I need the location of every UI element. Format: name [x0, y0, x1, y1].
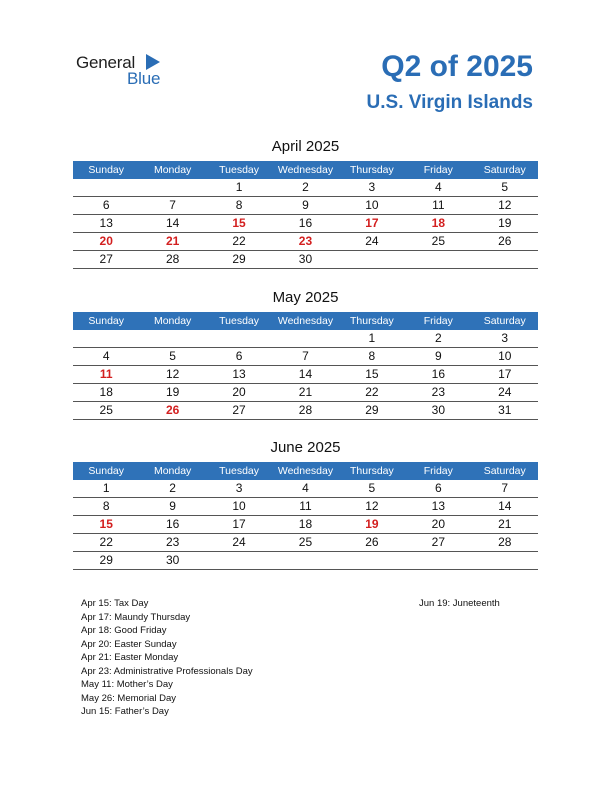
holiday-notes-right [419, 597, 500, 611]
day-cell: 9 [434, 349, 442, 363]
day-cell: 20 [99, 234, 113, 248]
day-cell: 22 [232, 234, 246, 248]
day-cell: 17 [365, 216, 379, 230]
day-cell: 21 [498, 517, 512, 531]
day-cell: 27 [99, 252, 113, 266]
day-cell: 30 [431, 403, 445, 417]
day-cell: 21 [298, 385, 313, 399]
week-row [73, 534, 538, 552]
day-cell: 8 [368, 349, 376, 363]
holiday-note: Apr 17: Maundy Thursday [81, 611, 191, 623]
day-cell: 15 [99, 517, 113, 531]
weekday-label: Friday [423, 465, 453, 477]
holiday-note: Apr 18: Good Friday [81, 625, 167, 636]
week-row [73, 402, 538, 420]
week-row [73, 366, 538, 384]
day-cell: 15 [365, 367, 379, 381]
day-cell: 3 [235, 481, 243, 495]
holiday-note: Apr 20: Easter Sunday [81, 638, 177, 650]
day-cell: 16 [431, 367, 445, 381]
weekday-label: Wednesday [277, 164, 334, 176]
weekday-header [73, 161, 538, 179]
day-cell: 23 [298, 234, 313, 248]
day-cell: 4 [434, 180, 442, 194]
month-calendar [73, 437, 538, 570]
weekday-label: Wednesday [277, 315, 334, 327]
day-cell [405, 251, 471, 268]
day-cell [272, 330, 338, 347]
day-cell: 26 [365, 535, 379, 549]
day-cell: 5 [368, 481, 376, 495]
weekday-label: Tuesday [219, 164, 259, 176]
weekday-label: Friday [423, 164, 453, 176]
weekday-label: Monday [153, 315, 192, 327]
day-cell: 7 [302, 349, 309, 363]
day-cell: 18 [298, 517, 313, 531]
day-cell: 13 [431, 499, 445, 513]
week-row [73, 215, 538, 233]
weekday-label: Saturday [483, 315, 526, 327]
day-cell [73, 330, 139, 347]
week-row [73, 251, 538, 269]
day-cell: 20 [431, 517, 445, 531]
logo [76, 52, 176, 92]
day-cell: 28 [498, 535, 512, 549]
day-cell: 17 [232, 517, 246, 531]
day-cell: 23 [165, 535, 180, 549]
day-cell: 25 [431, 234, 445, 248]
day-cell: 12 [365, 499, 379, 513]
weekday-label: Monday [153, 164, 192, 176]
day-cell: 5 [169, 349, 176, 363]
week-row [73, 179, 538, 197]
week-row [73, 480, 538, 498]
day-cell: 12 [165, 367, 180, 381]
logo-triangle-icon [146, 54, 160, 70]
day-cell: 29 [365, 403, 379, 417]
day-cell: 3 [368, 180, 376, 194]
day-cell [472, 251, 538, 268]
day-cell: 13 [99, 216, 113, 230]
month-title: May 2025 [272, 289, 339, 306]
day-cell: 25 [298, 535, 313, 549]
weekday-label: Sunday [88, 315, 125, 327]
week-row [73, 384, 538, 402]
day-cell: 16 [165, 517, 180, 531]
day-cell: 18 [99, 385, 113, 399]
day-cell [339, 251, 405, 268]
day-cell: 1 [235, 180, 243, 194]
holiday-notes-left [81, 597, 253, 719]
day-cell: 2 [169, 481, 176, 495]
logo-blue-text: Blue [127, 69, 161, 88]
page-subtitle: U.S. Virgin Islands [366, 92, 533, 113]
day-cell: 10 [498, 349, 512, 363]
day-cell [206, 330, 272, 347]
day-cell: 15 [232, 216, 246, 230]
day-cell [139, 179, 205, 196]
day-cell: 31 [498, 403, 512, 417]
day-cell: 17 [498, 367, 512, 381]
day-cell: 26 [165, 403, 180, 417]
day-cell: 29 [99, 553, 113, 567]
holiday-note: Jun 15: Father’s Day [81, 706, 169, 717]
week-row [73, 516, 538, 534]
week-row [73, 498, 538, 516]
day-cell: 14 [498, 499, 512, 513]
week-row [73, 552, 538, 570]
weekday-header [73, 312, 538, 330]
day-cell: 4 [302, 481, 309, 495]
day-cell: 24 [232, 535, 246, 549]
day-cell: 25 [99, 403, 113, 417]
day-cell: 12 [498, 198, 512, 212]
day-cell [405, 552, 471, 569]
week-row [73, 330, 538, 348]
holiday-note: May 11: Mother’s Day [81, 679, 173, 690]
logo-general-text: General [76, 53, 136, 72]
day-cell: 30 [298, 252, 313, 266]
day-cell: 20 [232, 385, 246, 399]
day-cell: 28 [298, 403, 313, 417]
day-cell: 6 [434, 481, 442, 495]
day-cell: 14 [165, 216, 180, 230]
day-cell: 21 [165, 234, 180, 248]
day-cell: 1 [368, 331, 376, 345]
holiday-note: Apr 15: Tax Day [81, 598, 149, 609]
day-cell: 27 [431, 535, 445, 549]
weekday-label: Saturday [483, 465, 526, 477]
month-title: April 2025 [271, 138, 340, 155]
day-cell: 23 [431, 385, 445, 399]
day-cell: 2 [302, 180, 309, 194]
month-title: June 2025 [270, 439, 341, 456]
day-cell: 16 [298, 216, 313, 230]
holiday-note: Apr 21: Easter Monday [81, 652, 179, 663]
weekday-header [73, 462, 538, 480]
week-row [73, 233, 538, 251]
day-cell [73, 179, 139, 196]
weekday-label: Thursday [350, 164, 394, 176]
day-cell: 10 [365, 198, 379, 212]
day-cell: 24 [498, 385, 512, 399]
weekday-label: Sunday [88, 164, 125, 176]
day-cell: 4 [102, 349, 110, 363]
day-cell: 2 [434, 331, 442, 345]
day-cell: 9 [302, 198, 309, 212]
page-title: Q2 of 2025 [381, 50, 533, 83]
day-cell [139, 330, 205, 347]
day-cell: 6 [102, 198, 110, 212]
holiday-note: Jun 19: Juneteenth [419, 598, 500, 609]
day-cell: 13 [232, 367, 246, 381]
weekday-label: Saturday [483, 164, 526, 176]
day-cell [206, 552, 272, 569]
day-cell: 28 [165, 252, 180, 266]
day-cell: 30 [165, 553, 180, 567]
day-cell: 8 [102, 499, 110, 513]
day-cell: 14 [298, 367, 313, 381]
day-cell: 7 [169, 198, 176, 212]
day-cell: 1 [102, 481, 110, 495]
day-cell: 24 [365, 234, 379, 248]
day-cell: 8 [235, 198, 243, 212]
day-cell: 10 [232, 499, 246, 513]
day-cell [472, 552, 538, 569]
day-cell: 27 [232, 403, 246, 417]
day-cell [339, 552, 405, 569]
holiday-note: May 26: Memorial Day [81, 692, 177, 704]
day-cell: 19 [165, 385, 180, 399]
month-calendar [73, 136, 538, 269]
day-cell: 18 [431, 216, 445, 230]
weekday-label: Tuesday [219, 465, 259, 477]
month-calendar [73, 287, 538, 420]
day-cell: 11 [432, 198, 445, 212]
day-cell: 3 [501, 331, 509, 345]
weekday-label: Thursday [350, 465, 394, 477]
week-row [73, 197, 538, 215]
weekday-label: Thursday [350, 315, 394, 327]
day-cell: 19 [498, 216, 512, 230]
weekday-label: Sunday [88, 465, 125, 477]
day-cell: 9 [169, 499, 176, 513]
weekday-label: Friday [423, 315, 453, 327]
day-cell [272, 552, 338, 569]
day-cell: 11 [99, 367, 113, 381]
day-cell: 7 [501, 481, 509, 495]
day-cell: 5 [501, 180, 509, 194]
day-cell: 19 [365, 517, 379, 531]
weekday-label: Wednesday [277, 465, 334, 477]
week-row [73, 348, 538, 366]
weekday-label: Tuesday [219, 315, 259, 327]
day-cell: 11 [299, 499, 312, 513]
weekday-label: Monday [153, 465, 192, 477]
day-cell: 22 [99, 535, 113, 549]
day-cell: 26 [498, 234, 512, 248]
day-cell: 22 [365, 385, 379, 399]
day-cell: 6 [235, 349, 243, 363]
holiday-note: Apr 23: Administrative Professionals Day [81, 665, 253, 677]
day-cell: 29 [232, 252, 246, 266]
